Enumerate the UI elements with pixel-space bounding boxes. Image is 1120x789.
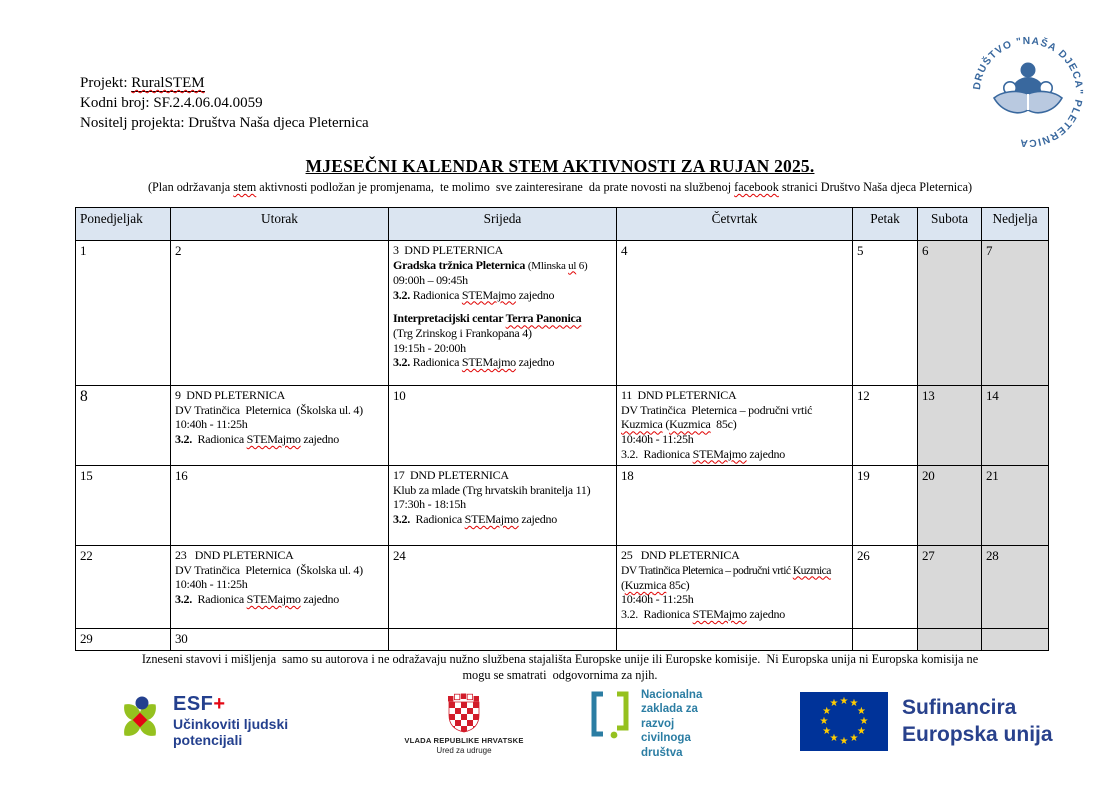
text-segment: ul [568,259,577,272]
text-segment: 10:40h - 11:25h [621,431,694,446]
text-segment: 25 DND PLETERNICA [621,548,740,562]
calendar-week-row [76,629,1049,651]
text-segment: Kodni broj: SF.2.4.06.04.0059 [80,94,263,111]
calendar-week-row [76,466,1049,546]
zaklada-label-line: zaklada za [641,703,698,716]
text-segment: 3.2. [175,431,192,446]
text-segment: Kuzmica [621,417,663,432]
event-block [986,548,1044,564]
disclaimer-line: Izneseni stavovi i mišljenja samo su autorova i ne odražavaju nužno službena stajališta Europske unije ili Europske komisije. Ni Europska unija ni Europska komisija ne [141,652,979,666]
calendar-day-cell [853,629,918,651]
text-segment: 17 DND PLETERNICA [393,468,509,482]
event-block [175,468,384,484]
event-line [393,483,612,498]
text-segment: 09:00h – 09:45h [393,273,468,288]
text-segment: Interpretacijski centar [393,311,506,326]
eu-label-line: Europska unija [902,723,1053,747]
event-block [80,243,166,259]
event-block [922,548,977,564]
calendar-day-cell [853,466,918,546]
text-segment: 21 [986,468,999,483]
calendar-day-cell [171,546,389,629]
event-line [393,341,612,356]
text-segment: stranici Društvo Naša djeca Pleternica) [778,180,973,194]
text-segment: Kuzmica [669,417,711,432]
calendar-day-cell [982,546,1049,629]
event-line [175,432,384,447]
event-line [621,563,848,578]
text-segment: 1 [80,243,87,258]
calendar-day-cell [918,629,982,651]
calendar-day-cell [617,629,853,651]
calendar-day-cell [389,546,617,629]
weekday-header-row [76,208,1049,241]
eu-star-icon: ★ [829,698,839,710]
event-line [393,512,612,527]
text-segment: 3 DND PLETERNICA [393,243,504,257]
event-block [621,243,848,259]
text-segment: 29 [80,631,93,646]
eu-cofunded-label [902,694,1053,749]
weekday-header-ponedjeljak: Ponedjeljak [76,208,171,241]
event-block [621,468,848,484]
event-line [986,468,1044,484]
text-segment: STEMajmo [692,446,747,461]
text-segment: (Plan održavanja [147,180,234,194]
event-line [393,288,612,303]
text-segment: STEMajmo [246,591,301,606]
text-segment: 30 [175,631,188,646]
event-line [986,243,1044,259]
page-title: MJESEČNI KALENDAR STEM AKTIVNOSTI ZA RUJAN 2025. [305,156,815,176]
event-line [393,468,612,483]
text-segment: 6 [922,243,929,258]
weekday-header-nedjelja: Nedjelja [982,208,1049,241]
esf-tagline-line: potencijali [173,732,243,749]
nacionalna-zaklada-logo [588,688,702,760]
text-segment: STEMajmo [464,511,519,526]
calendar-day-cell [171,466,389,546]
event-line [922,468,977,484]
eu-star-icon: ★ [839,735,849,747]
event-block [857,388,913,404]
event-line [393,273,612,288]
eu-flag-icon [800,692,888,751]
text-segment: RuralSTEM [131,75,205,91]
event-line [175,548,384,563]
event-line [621,447,848,462]
text-segment: 3.2. Radionica [621,446,693,461]
text-segment: Gradska tržnica Pleternica [393,257,528,272]
event-line [857,468,913,484]
zaklada-label-line: društva [641,746,683,759]
event-line [80,631,166,647]
calendar-day-cell [171,241,389,386]
text-segment: 3.2. Radionica [621,607,693,622]
text-segment: 24 [393,548,406,563]
calendar-week-row [76,241,1049,386]
text-segment: zajedno [746,446,785,461]
text-segment: 8 [80,388,88,405]
project-info-line [80,94,369,114]
text-segment: Radionica [192,591,247,606]
text-segment: (Trg Zrinskog i Frankopana 4) [393,325,532,340]
eu-label-line: Sufinancira [902,696,1017,719]
project-info-line [80,74,369,94]
event-line [621,548,848,563]
event-line [393,243,612,258]
text-segment: DV Tratinčica Pleternica (Školska ul. 4) [175,562,363,577]
text-segment: Projekt: [80,75,132,91]
calendar-day-cell [76,629,171,651]
event-block [393,548,612,564]
page-subtitle [0,180,1120,195]
event-line [175,592,384,607]
text-segment: 13 [922,388,935,403]
calendar-day-cell [171,629,389,651]
esf-flower-icon [118,694,166,746]
event-block [175,243,384,259]
event-block [175,388,384,447]
event-block [986,388,1044,404]
text-segment: 10:40h - 11:25h [175,577,248,592]
funder-logos-row [0,686,1120,766]
text-segment: 9 DND PLETERNICA [175,388,286,402]
event-line [80,388,166,407]
calendar-day-cell [918,546,982,629]
eu-star-icon: ★ [822,705,832,717]
event-block [393,468,612,527]
ured-za-udruge-label: Ured za udruge [436,746,492,755]
calendar-week-row [76,386,1049,466]
event-line [393,326,612,341]
event-line [393,355,612,370]
event-block [621,388,848,461]
text-segment: zajedno [300,431,339,446]
calendar-day-cell [76,546,171,629]
text-segment: Radionica [410,287,462,302]
event-block [393,243,612,302]
event-block [393,388,612,404]
text-segment: stem [233,180,257,194]
text-segment: 28 [986,548,999,563]
calendar-day-cell [171,386,389,466]
eu-star-icon: ★ [859,715,869,727]
text-segment: 10 [393,388,406,403]
eu-star-icon: ★ [849,732,859,744]
svg-text:DRUŠTVO "NAŠA DJECA" PLETERNIC: DRUŠTVO "NAŠA DJECA" PLETERNICA [971,35,1085,149]
text-segment: 22 [80,548,93,563]
event-line [621,388,848,403]
event-line [175,388,384,403]
text-segment: 3.2. [393,355,410,370]
event-line [621,607,848,622]
calendar-day-cell [389,466,617,546]
text-segment: ( [662,417,670,432]
event-line [621,417,848,432]
text-segment: 3.2. [393,287,410,302]
event-block [857,468,913,484]
event-block [922,468,977,484]
event-block [393,311,612,370]
event-line [175,468,384,484]
calendar-day-cell [918,466,982,546]
event-block [986,468,1044,484]
eu-cofunded-logo [800,692,1053,751]
event-line [857,548,913,564]
calendar-day-cell [389,629,617,651]
text-segment: 5 [857,243,864,258]
event-line [922,388,977,404]
eu-star-icon: ★ [822,725,832,737]
text-segment: STEMajmo [461,355,516,370]
esf-logo [118,694,288,748]
weekday-header-četvrtak: Četvrtak [617,208,853,241]
event-block [80,388,166,407]
text-segment: 10:40h - 11:25h [175,417,248,432]
event-line [393,548,612,564]
event-line [175,577,384,592]
text-segment: 6) [576,259,588,272]
event-line [922,548,977,564]
weekday-header-subota: Subota [918,208,982,241]
event-line [621,578,848,593]
text-segment: Radionica [410,355,462,370]
calendar-day-cell [918,241,982,386]
text-segment: 85c) [710,417,737,432]
event-line [393,497,612,512]
text-segment: DV Tratinčica Pleternica – područni vrtić [621,402,813,417]
calendar-day-cell [76,241,171,386]
text-segment: DV Tratinčica Pleternica – područni vrtić [621,563,793,577]
calendar-day-cell [389,386,617,466]
text-segment: 17:30h - 18:15h [393,497,466,512]
event-line [922,243,977,259]
text-segment: 18 [621,468,634,483]
event-block [175,548,384,607]
text-segment: Radionica [192,431,247,446]
event-block [986,243,1044,259]
event-block [857,243,913,259]
event-line [621,243,848,259]
event-line [175,417,384,432]
drustvo-nasa-djeca-logo [968,32,1088,152]
eu-star-icon: ★ [829,732,839,744]
eu-star-icon: ★ [819,715,829,727]
calendar-day-cell [982,629,1049,651]
calendar-day-cell [853,386,918,466]
calendar-day-cell [617,546,853,629]
text-segment: zajedno [515,355,555,370]
calendar-day-cell [617,466,853,546]
event-line [80,243,166,259]
text-segment: 20 [922,468,935,483]
event-block [80,468,166,484]
text-segment: 2 [175,243,182,258]
calendar-day-cell [982,386,1049,466]
event-block [857,548,913,564]
text-segment: 7 [986,243,993,258]
event-line [175,403,384,418]
event-line [393,311,612,326]
event-line [80,548,166,564]
calendar-day-cell [982,241,1049,386]
text-segment: zajedno [746,607,785,622]
text-segment: STEMajmo [692,607,747,622]
project-info [80,74,369,133]
event-block [922,388,977,404]
text-segment: 85c) [666,577,690,592]
calendar-week-row [76,546,1049,629]
weekday-header-petak: Petak [853,208,918,241]
text-segment: 10:40h - 11:25h [621,592,694,607]
brackets-icon [588,688,632,742]
vlada-label: VLADA REPUBLIKE HRVATSKE [404,736,524,745]
crown [448,694,479,702]
event-line [621,468,848,484]
event-line [621,432,848,447]
event-line [621,592,848,607]
event-line [80,468,166,484]
eu-star-icon: ★ [839,695,849,707]
calendar-day-cell [853,241,918,386]
event-block [80,631,166,647]
text-segment: 11 DND PLETERNICA [621,388,737,402]
weekday-header-srijeda: Srijeda [389,208,617,241]
project-info-line [80,114,369,134]
event-block [175,631,384,647]
text-segment: 19 [857,468,870,483]
text-segment: 27 [922,548,935,563]
eu-star-icon: ★ [856,705,866,717]
text-segment: 16 [175,468,188,483]
calendar-day-cell [76,386,171,466]
event-block [621,548,848,622]
weekday-header-utorak: Utorak [171,208,389,241]
text-segment: Kuzmica [792,563,831,577]
zaklada-label [641,688,702,760]
croatian-coat-of-arms-icon [447,692,481,734]
calendar-day-cell [389,241,617,386]
dnd-logo-graphic [968,32,1088,152]
text-segment: 4 [621,243,628,258]
event-line [986,388,1044,404]
text-segment: 12 [857,388,870,403]
event-line [393,258,612,273]
event-line [175,563,384,578]
event-line [986,548,1044,564]
esf-tagline-line: Učinkoviti ljudski [173,716,289,732]
eu-star-icon: ★ [849,698,859,710]
esf-wordmark: ESF+ [173,693,226,715]
text-segment: STEMajmo [461,287,516,302]
zaklada-label-line: Nacionalna [641,689,703,701]
text-segment: 14 [986,388,999,403]
esf-tagline [173,716,288,748]
zaklada-label-line: razvoj [641,717,675,730]
text-segment: zajedno [300,591,339,606]
event-line [621,403,848,418]
zaklada-label-line: civilnoga [641,732,691,745]
calendar-day-cell [76,466,171,546]
text-segment: STEMajmo [246,431,301,446]
text-segment: Radionica [410,511,465,526]
calendar-day-cell [853,546,918,629]
event-block [80,548,166,564]
text-segment: 3.2. [175,591,192,606]
text-segment: DV Tratinčica Pleternica (Školska ul. 4) [175,402,363,417]
text-segment: Terra Panonica [505,311,582,326]
text-segment: aktivnosti podložan je promjenama, te molimo sve zainteresirane da prate novosti na službenoj [256,180,735,194]
text-segment: 19:15h - 20:00h [393,340,466,355]
calendar-day-cell [617,386,853,466]
text-segment: 3.2. [393,511,410,526]
text-segment: Klub za mlade (Trg hrvatskih branitelja 11) [393,482,591,497]
event-line [393,388,612,404]
text-segment: 15 [80,468,93,483]
funding-disclaimer [0,652,1120,684]
eu-star-icon: ★ [856,725,866,737]
event-line [857,243,913,259]
calendar-day-cell [617,241,853,386]
event-line [175,631,384,647]
event-line [175,243,384,259]
event-block [922,243,977,259]
disclaimer-line: mogu se smatrati odgovornima za njih. [462,667,658,682]
text-segment: 23 DND PLETERNICA [175,548,294,562]
text-segment: ( [621,577,625,592]
text-segment: Nositelj projekta: Društva Naša djeca Pleternica [80,114,369,131]
text-segment: Kuzmica [624,577,667,592]
text-segment: (Mlinska [527,259,569,272]
family-reading-figure [994,63,1062,113]
calendar-table [75,207,1049,651]
vlada-rh-logo [396,692,532,755]
calendar-day-cell [982,466,1049,546]
event-line [857,388,913,404]
text-segment: zajedno [518,511,557,526]
text-segment: 26 [857,548,870,563]
text-segment: zajedno [515,287,555,302]
text-segment: facebook [734,180,779,194]
calendar-day-cell [918,386,982,466]
